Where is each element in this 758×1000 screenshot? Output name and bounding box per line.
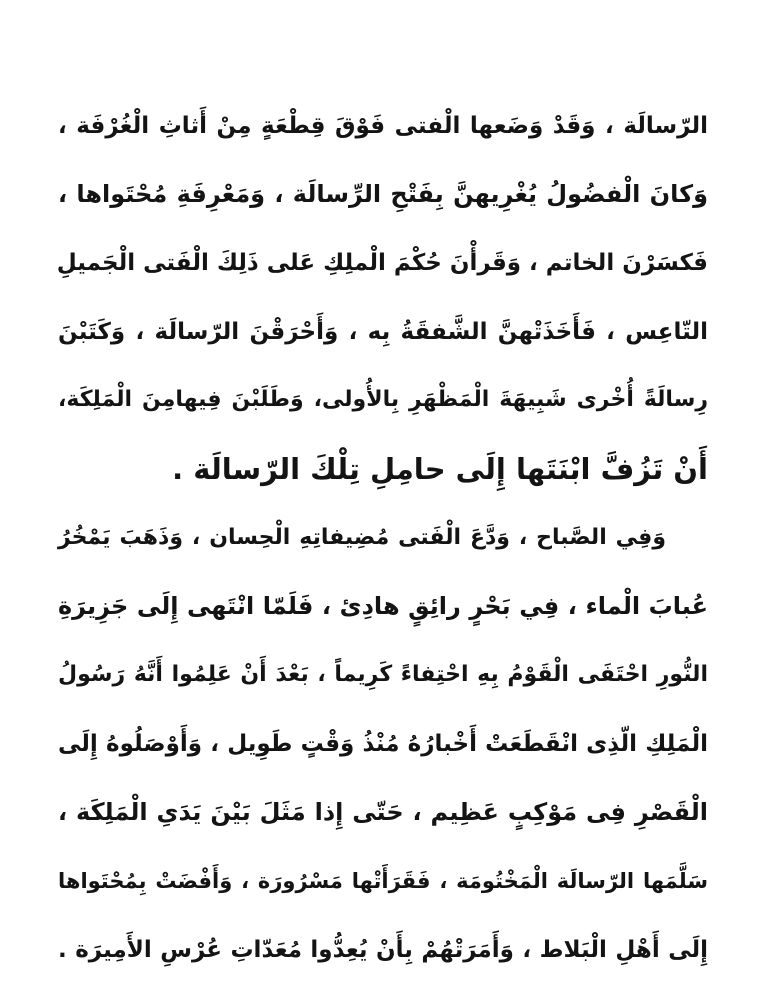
text-line: الرّسالَة ، وَقَدْ وَضَعها الْفتى فَوْقَ قِطْعَةٍ مِنْ أَثاثِ الْغُرْفَة ، bbox=[58, 113, 708, 139]
text-line: عُبابَ الْماء ، فِي بَحْرٍ رائِقٍ هادِئ ، فَلَمّا انْتَهى إِلَى جَزِيرَةِ bbox=[58, 592, 708, 620]
text-line: وَكانَ الْفضُولُ يُغْرِيهنَّ بِفَتْحِ الرِّسالَة ، وَمَعْرِفَةِ مُحْتَواها ، bbox=[58, 180, 708, 208]
text-line: رِسالَةً أُخْرى شَبِيهَةَ الْمَظْهَرِ بِالأُولى، وَطَلَبْنَ فِيهامِنَ الْمَلِكَة، bbox=[58, 387, 708, 412]
text-line: فَكسَرْنَ الخاتم ، وَقَرأْنَ حُكْمَ الْملِكِ عَلى ذَلِكَ الْفَتى الْجَميلِ bbox=[56, 250, 708, 276]
paragraph-first-line: وَفِي الصَّباح ، وَدَّعَ الْفَتى مُضِيفاتِهِ الْحِسان ، وَذَهَبَ يَمْخُرُ bbox=[58, 525, 666, 550]
text-line: الْقَصْرِ فِى مَوْكِبٍ عَظِيم ، حَتّى إِذا مَثَلَ بَيْنَ يَدَىِ الْمَلِكَة ، bbox=[58, 798, 708, 826]
text-line-last: أَنْ تَزُفَّ ابْنَتَها إِلَى حامِلِ تِلْكَ الرّسالَة . bbox=[172, 452, 708, 486]
text-line: النُّورِ احْتَفَى الْقَوْمُ بِهِ احْتِفاءً كَرِيماً ، بَعْدَ أَنْ عَلِمُوا أَنَّهُ رَسُولُ bbox=[58, 662, 708, 687]
text-line: الْمَلِكِ الّذِى انْقَطَعَتْ أَخْبارُهُ مُنْذُ وَقْتٍ طَوِيل ، وَأَوْصَلُوهُ إِلَى bbox=[58, 731, 708, 757]
text-line: إِلَى أَهْلِ الْبَلاط ، وَأَمَرَتْهُمْ بِأَنْ يُعِدُّوا مُعَدّاتِ عُرْسِ الأَمِيرَة . bbox=[58, 937, 708, 963]
text-line: التّاعِس ، فَأَخَذَتْهنَّ الشَّفقَةُ بِه ، وَأَحْرَقْنَ الرّسالَة ، وَكَتَبْنَ bbox=[58, 319, 708, 345]
text-line: سَلَّمَها الرّسالَة الْمَخْتُومَة ، فَقَرَأَتْها مَسْرُورَة ، وَأَفْضَتْ بِمُحْتَواها bbox=[58, 869, 708, 893]
